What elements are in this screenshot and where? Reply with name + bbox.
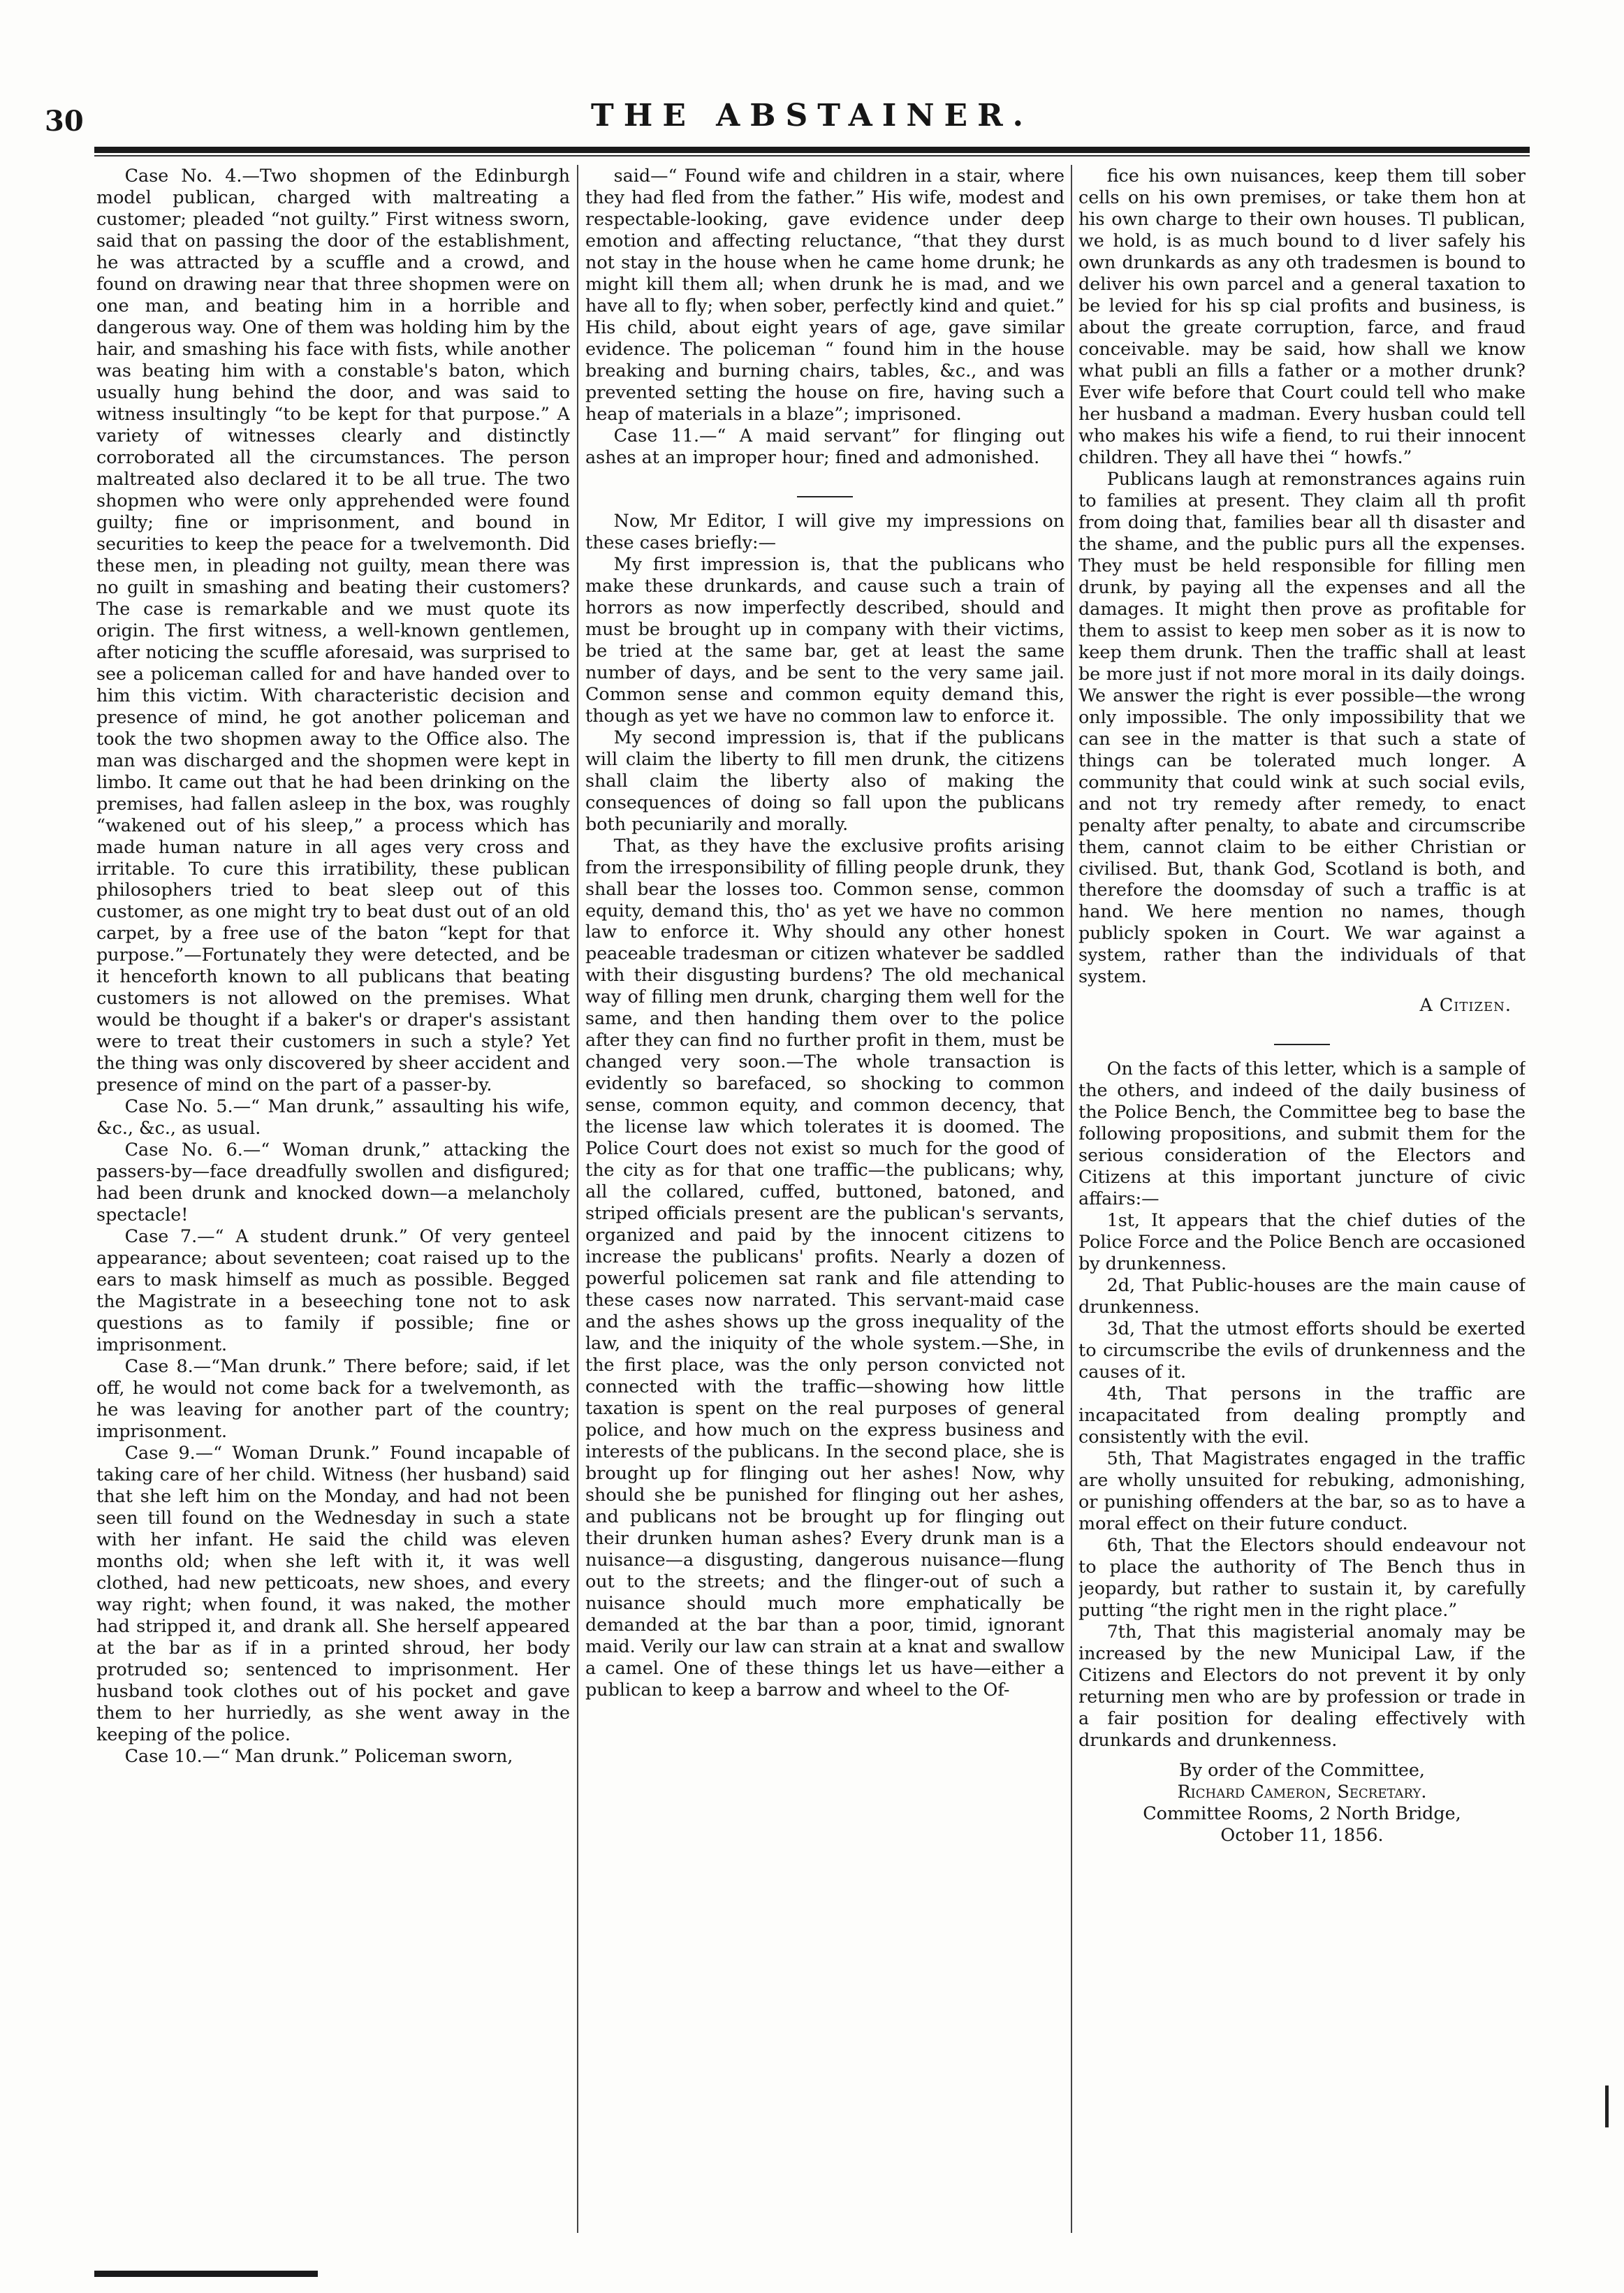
footer-rule xyxy=(94,2271,318,2277)
header-rule-thin xyxy=(94,155,1530,156)
case-paragraph: Case 7.—“ A student drunk.” Of very genteel appearance; about seventeen; coat raised up to the ears to mask himself as much as possible. Begged the Magistrate in a beseeching tone not to ask questions as to family if possible; fine or imprisonment. xyxy=(96,1225,570,1355)
column-3 xyxy=(1078,165,1526,2240)
committee-intro: On the facts of this letter, which is a sample of the others, and indeed of the daily business of the Police Bench, the Committee beg to base the following propositions, and submit them for the serious consideration of the Electors and Citizens at this important juncture of civic affairs:— xyxy=(1078,1058,1526,1209)
order-line: By order of the Committee, xyxy=(1179,1759,1425,1780)
committee-resolutions xyxy=(1078,1058,1526,1845)
column-2 xyxy=(585,165,1065,2240)
margin-mark xyxy=(1605,2085,1609,2127)
case-paragraph: Case 8.—“Man drunk.” There before; said, if let off, he would not come back for a twelvemonth, as he was leaving for another part of the country; imprisonment. xyxy=(96,1355,570,1442)
proposition: 7th, That this magisterial anomaly may be increased by the new Municipal Law, if the Citizens and Electors do not prevent it by only returning men who are by profession or trade in a fair position for dealing effectively with drunkards and drunkenness. xyxy=(1078,1620,1526,1750)
header-rule xyxy=(94,147,1530,153)
letter-paragraph: fice his own nuisances, keep them till sober cells on his own premises, or take them hon at his own charge to their own houses. Tl publican, we hold, is as much bound to d liver safely his own drunkards as any oth tradesmen is bound to deliver his own parcel and a general taxation to be levied for his sp cial profits and business, is about the greate corruption, farce, and fraud conceivable. may be said, how shall we know what publi an fills a father or a mother drunk? Ever wife before that Court could tell who make her husband a madman. Every husban could tell who makes his wife a fiend, to rui their innocent children. They all have thei “ howfs.” xyxy=(1078,165,1526,467)
rooms-line: Committee Rooms, 2 North Bridge, xyxy=(1143,1802,1461,1824)
proposition: 2d, That Public-houses are the main cause of drunkenness. xyxy=(1078,1274,1526,1318)
column-1 xyxy=(96,165,570,2240)
case-paragraph: said—“ Found wife and children in a stair, where they had fled from the father.” His wife, modest and respectable-looking, gave evidence under deep emotion and affecting reluctance, “that they durst not stay in the house when he came home drunk; he might kill them all; when drunk he is mad, and we have all to fly; when sober, perfectly kind and quiet.” His child, about eight years of age, gave similar evidence. The policeman “ found him in the house breaking and burning chairs, tables, &c., and was prevented setting the house on fire, having such a heap of materials in a blaze”; imprisoned. xyxy=(585,165,1065,424)
letter-signature: A Citizen. xyxy=(1419,994,1512,1016)
date-line: October 11, 1856. xyxy=(1220,1824,1384,1845)
proposition: 6th, That the Electors should endeavour not to place the authority of The Bench thus in jeopardy, but rather to sustain it, by carefully putting “the right men in the right place.” xyxy=(1078,1534,1526,1620)
secretary-line: Richard Cameron, Secretary. xyxy=(1177,1780,1427,1802)
column-rule xyxy=(1071,165,1072,2233)
masthead-title: THE ABSTAINER. xyxy=(591,98,1033,133)
case-paragraph: Case 9.—“ Woman Drunk.” Found incapable of taking care of her child. Witness (her husband) said that she left him on the Monday, and had not been seen till found on the Wednesday in such a state with her infant. He said the child was eleven months old; when she left with it, it was well clothed, had new petticoats, new shoes, and every way right; when found, it was naked, the mother had stripped it, and drank all. She herself appeared at the bar as if in a printed shroud, her body protruded so; sentenced to imprisonment. Her husband took clothes out of his pocket and gave them to her hurriedly, as she went away in the keeping of the police. xyxy=(96,1442,570,1745)
proposition: 5th, That Magistrates engaged in the traffic are wholly unsuited for rebuking, admonishing, or punishing offenders at the bar, so as to have a moral effect on their future conduct. xyxy=(1078,1448,1526,1534)
letter-paragraph: Now, Mr Editor, I will give my impressions on these cases briefly:— xyxy=(585,509,1065,553)
column-rule xyxy=(577,165,578,2233)
proposition: 4th, That persons in the traffic are incapacitated from dealing promptly and consistently with the evil. xyxy=(1078,1383,1526,1448)
page-number: 30 xyxy=(45,105,84,138)
letter-paragraph: My first impression is, that the publicans who make these drunkards, and cause such a train of horrors as now imperfectly described, should and must be brought up in company with their victims, be tried at the same bar, get at least the same number of days, and be sent to the very same jail. Common sense and common equity demand this, though as yet we have no common law to enforce it. xyxy=(585,553,1065,726)
case-paragraph: Case No. 6.—“ Woman drunk,” attacking the passers-by—face dreadfully swollen and disfigured; had been drunk and knocked down—a melancholy spectacle! xyxy=(96,1139,570,1225)
letter-paragraph: My second impression is, that if the publicans will claim the liberty to fill men drunk, the citizens shall claim the liberty also of making the consequences of doing so fall upon the publicans both pecuniarily and morally. xyxy=(585,726,1065,834)
section-separator xyxy=(1274,1044,1330,1045)
case-paragraph: Case No. 4.—Two shopmen of the Edinburgh model publican, charged with maltreating a customer; pleaded “not guilty.” First witness sworn, said that on passing the door of the establishment, he was attracted by a scuffle and a crowd, and found on drawing near that three shopmen were on one man, and beating him in a horrible and dangerous way. One of them was holding him by the hair, and smashing his face with fists, while another was beating him with a constable's baton, which usually hung behind the door, and was said to witness insultingly “to be kept for that purpose.” A variety of witnesses clearly and distinctly corroborated all the circumstances. The person maltreated also declared it to be all true. The two shopmen who were only apprehended were found guilty; fine or imprisonment, and bound in securities to keep the peace for a twelvemonth. Did these men, in pleading not guilty, mean there was no guilt in smashing and beating their customers? The case is remarkable and we must quote its origin. The first witness, a well-known gentlemen, after noticing the scuffle aforesaid, was surprised to see a policeman called for and have handed over to him this victim. With characteristic decision and presence of mind, he got another policeman and took the two shopmen away to the Office also. The man was discharged and the shopmen were kept in limbo. It came out that he had been drinking on the premises, had fallen asleep in the box, was roughly “wakened out of his sleep,” a process which has made human nature in all ages very cross and irritable. To cure this irratibility, these publican philosophers tried to beat sleep out of this customer, as one might try to beat dust out of an old carpet, by a free use of the baton “kept for that purpose.”—Fortunately they were detected, and be it henceforth known to all publicans that beating customers is not allowed on the premises. What would be thought if a baker's or draper's assistant were to treat their customers in such a style? Yet the thing was only discovered by sheer accident and presence of mind on the part of a passer-by. xyxy=(96,165,570,1095)
section-separator xyxy=(797,496,853,497)
case-paragraph: Case 10.—“ Man drunk.” Policeman sworn, xyxy=(124,1745,513,1766)
proposition: 1st, It appears that the chief duties of the Police Force and the Police Bench are occasioned by drunkenness. xyxy=(1078,1209,1526,1274)
letter-paragraph: That, as they have the exclusive profits arising from the irresponsibility of filling people drunk, they shall bear the losses too. Common sense, common equity, demand this, tho' as yet we have no common law to enforce it. Why should any other honest peaceable tradesman or citizen whatever be saddled with their disgusting burdens? The old mechanical way of filling men drunk, charging them well for the same, and then handing them over to the police after they can find no further profit in them, must be changed very soon.—The whole transaction is evidently so barefaced, so shocking to common sense, common equity, and common decency, that the license law which tolerates it is doomed. The Police Court does not exist so much for the good of the city as for that one traffic—the publicans; why, all the collared, cuffed, buttoned, batoned, and striped officials present are the publican's servants, organized and paid by the innocent citizens to increase the publicans' profits. Nearly a dozen of powerful policemen sat rank and file attending to these cases now narrated. This servant-maid case and the ashes shows up the gross inequality of the law, and the iniquity of the whole system.—She, in the first place, was the only person convicted not connected with the traffic—showing how little taxation is spent on the real purposes of general police, and how much on the express business and interests of the publicans. In the second place, she is brought up for flinging out her ashes! Now, why should she be punished for flinging out her ashes, and publicans not be brought up for flinging out their drunken human ashes? Every drunk man is a nuisance—a disgusting, dangerous nuisance—flung out to the streets; and the flinger-out of such a nuisance should much more emphatically be demanded at the bar than a poor, timid, ignorant maid. Verily our law can strain at a knat and swallow a camel. One of these things let us have—either a publican to keep a barrow and wheel to the Of- xyxy=(585,834,1065,1700)
letter-paragraph: Publicans laugh at remonstrances agains ruin to families at present. They claim all th profit from doing that, families bear all th disaster and the shame, and the public purs all the expenses. They must be held responsible for filling men drunk, by paying all the expenses and all the damages. It might then prove as profitable for them to assist to keep men sober as it is now to keep them drunk. Then the traffic shall at least be more just if not more moral in its daily doings. We answer the right is ever possible—the wrong only impossible. The only impossibility that we can see in the matter is that such a state of things can be tolerated much longer. A community that could wink at such social evils, and not try remedy after remedy, to enact penalty after penalty, to abate and circumscribe them, cannot claim to be either Christian or civilised. But, thank God, Scotland is both, and therefore the doomsday of such a traffic is at hand. We here mention no names, though publicly spoken in Court. We war against a system, rather than the individuals of that system. xyxy=(1078,467,1526,987)
proposition: 3d, That the utmost efforts should be exerted to circumscribe the evils of drunkenness and the causes of it. xyxy=(1078,1318,1526,1383)
case-paragraph: Case 11.—“ A maid servant” for flinging out ashes at an improper hour; fined and admonished. xyxy=(585,424,1065,467)
case-paragraph: Case No. 5.—“ Man drunk,” assaulting his wife, &c., &c., as usual. xyxy=(96,1095,570,1139)
